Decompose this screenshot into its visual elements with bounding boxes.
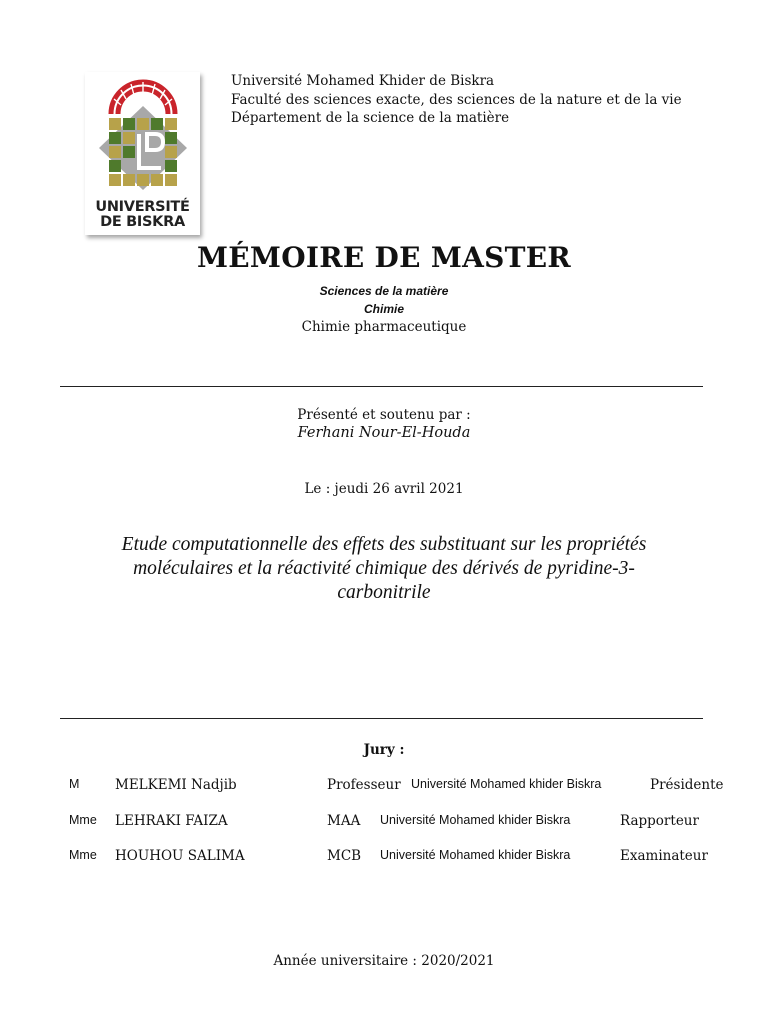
jury-name: HOUHOU SALIMA: [115, 848, 245, 864]
jury-institution: Université Mohamed khider Biskra: [411, 777, 602, 791]
jury-name: MELKEMI Nadjib: [115, 777, 237, 793]
thesis-title: [90, 533, 678, 605]
faculty-name: Faculté des sciences exacte, des sciences de la nature et de la vie: [231, 91, 682, 108]
jury-grade: MAA: [327, 813, 361, 829]
jury-role: Rapporteur: [620, 813, 699, 829]
jury-grade: MCB: [327, 848, 362, 864]
logo-text-line1: UNIVERSITÉ: [95, 199, 190, 215]
jury-label: Jury :: [363, 742, 405, 758]
jury-civility: M: [69, 777, 80, 791]
jury-name: LEHRAKI FAIZA: [115, 813, 228, 829]
jury-civility: Mme: [69, 848, 97, 862]
department-name: Département de la science de la matière: [231, 110, 510, 126]
branch-label: Chimie: [363, 302, 404, 316]
divider-top: [60, 386, 703, 387]
jury-institution: Université Mohamed khider Biskra: [380, 813, 571, 827]
university-logo: [85, 72, 200, 235]
document-title: MÉMOIRE DE MASTER: [196, 241, 572, 274]
field-label: Sciences de la matière: [319, 284, 449, 298]
academic-year: Année universitaire : 2020/2021: [273, 953, 495, 969]
author-name: Ferhani Nour-El-Houda: [297, 425, 471, 441]
thesis-title-line3: carbonitrile: [337, 582, 431, 603]
jury-role: Présidente: [650, 777, 724, 793]
logo-text-line2: DE BISKRA: [100, 214, 185, 230]
jury-row: [0, 848, 768, 868]
jury-grade: Professeur: [327, 777, 401, 793]
presented-label: Présenté et soutenu par :: [297, 407, 471, 423]
divider-bottom: [60, 718, 703, 719]
specialty-label: Chimie pharmaceutique: [301, 319, 467, 335]
thesis-title-line2: moléculaires et la réactivité chimique des dérivés de pyridine-3-: [133, 558, 635, 579]
jury-institution: Université Mohamed khider Biskra: [380, 848, 571, 862]
university-name: Université Mohamed Khider de Biskra: [231, 73, 495, 89]
jury-civility: Mme: [69, 813, 97, 827]
jury-row: [0, 813, 768, 833]
jury-row: [0, 777, 768, 797]
jury-role: Examinateur: [620, 848, 708, 864]
defense-date: Le : jeudi 26 avril 2021: [304, 481, 464, 497]
institution-header: [231, 72, 682, 128]
thesis-title-line1: Etude computationnelle des effets des substituant sur les propriétés: [121, 534, 647, 555]
